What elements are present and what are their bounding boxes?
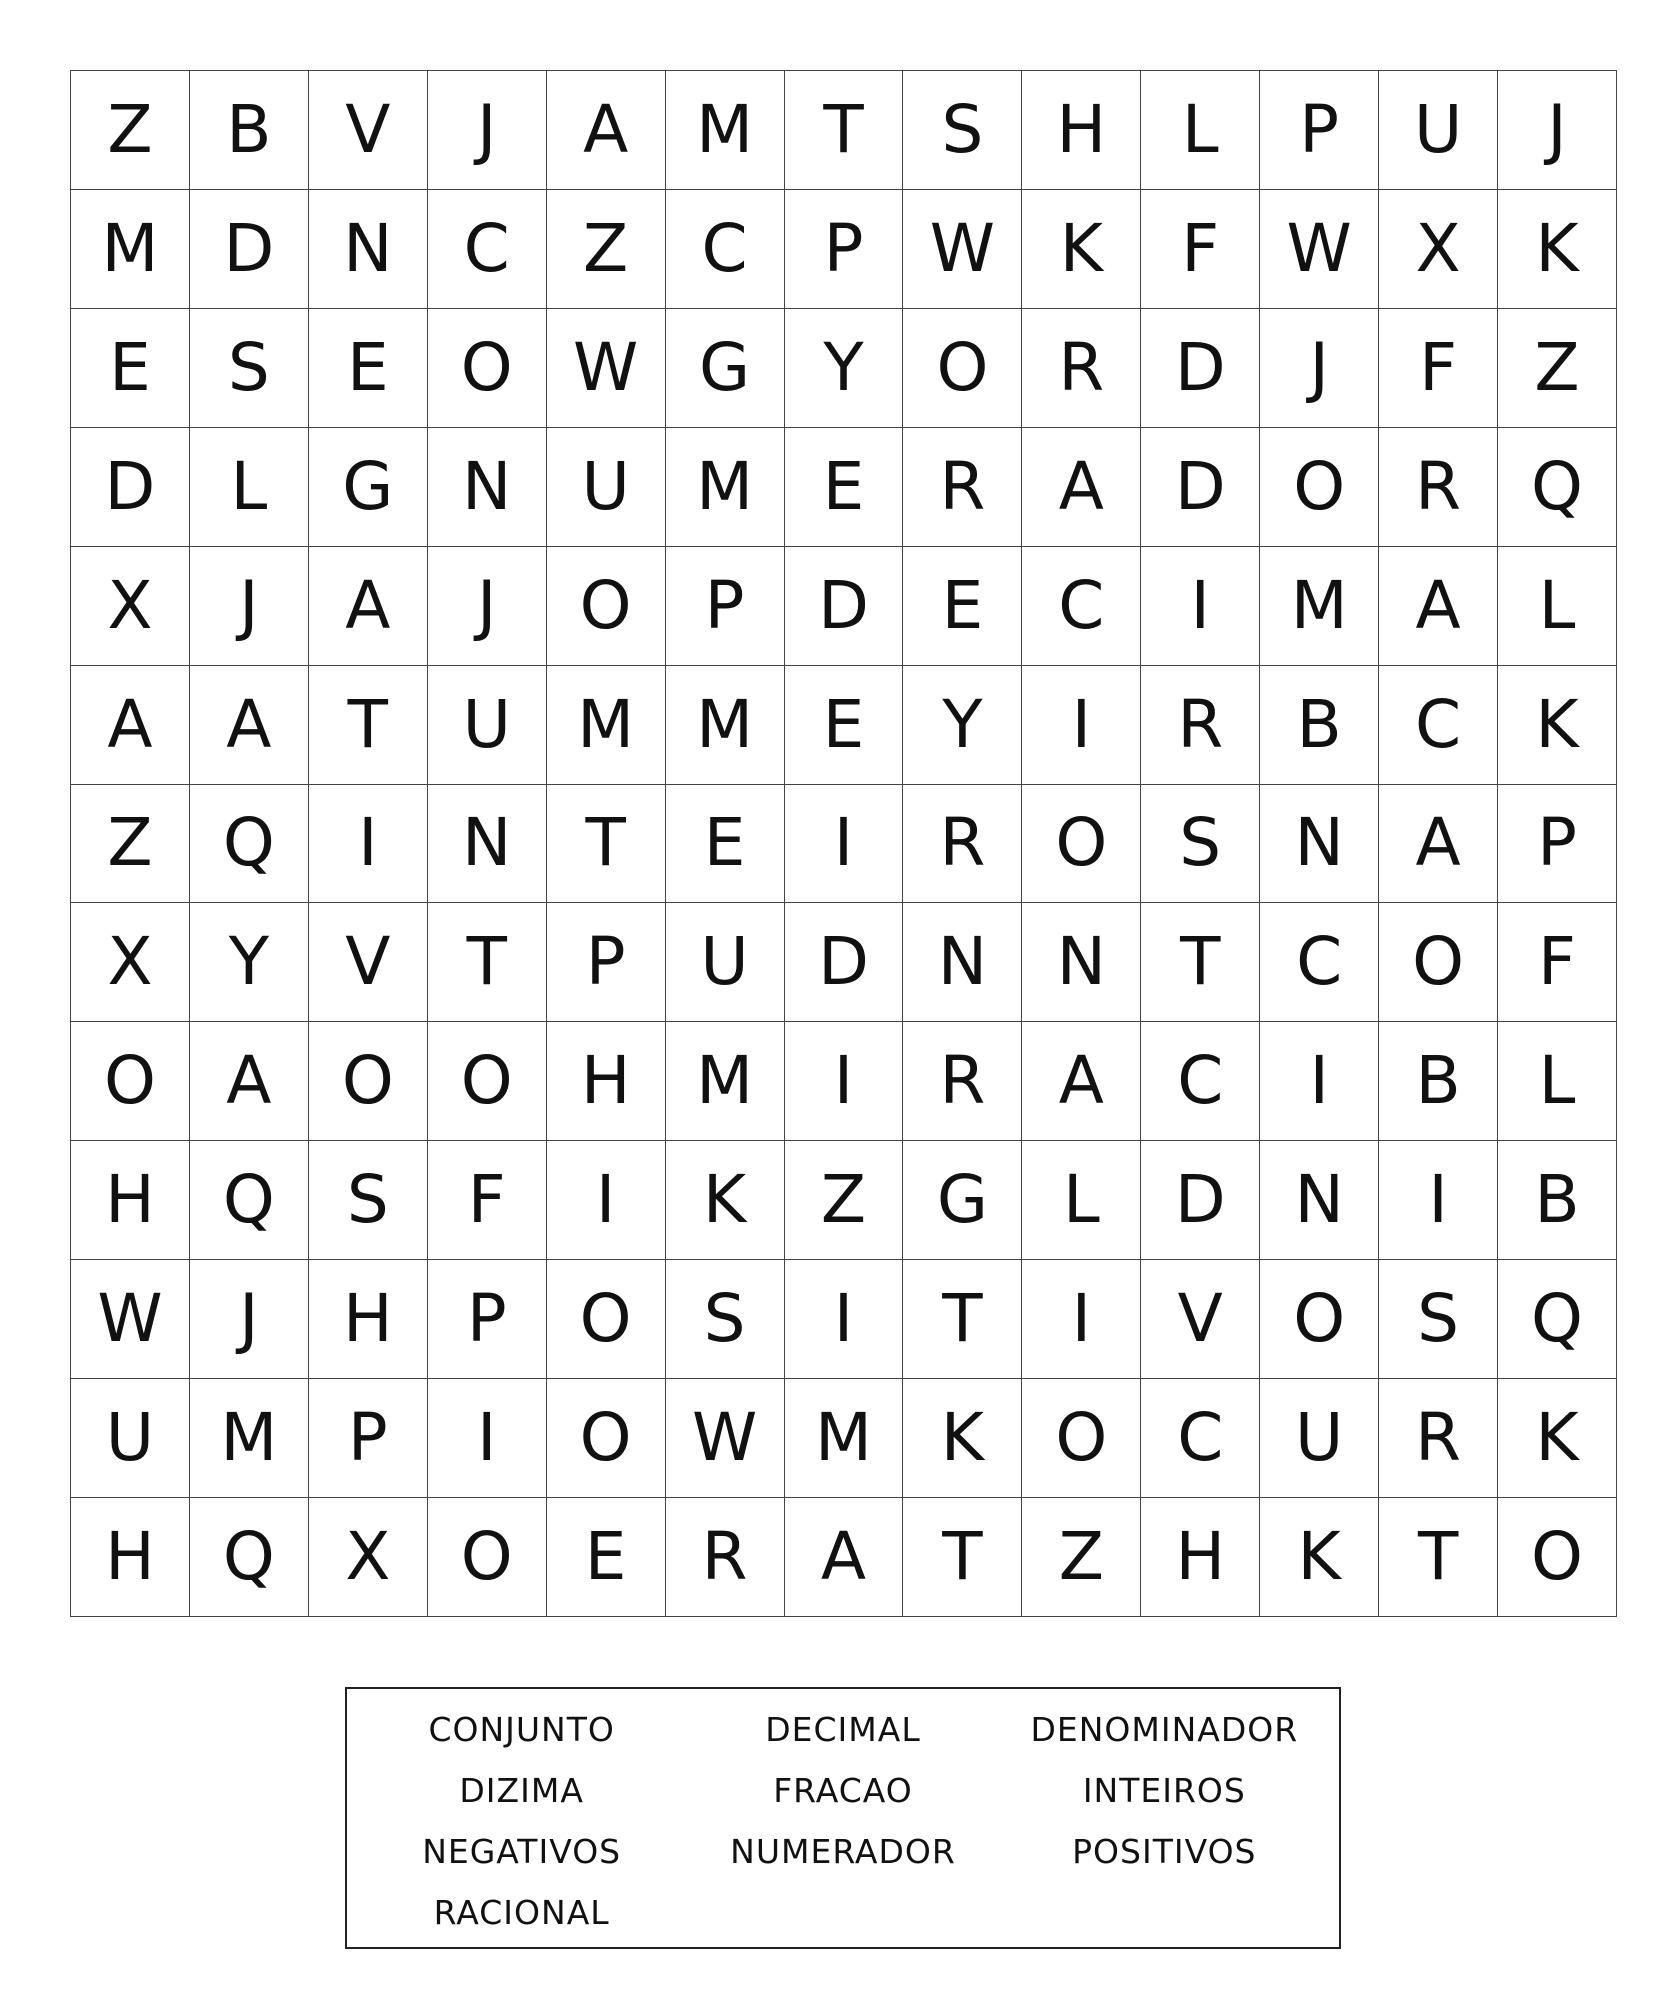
grid-cell[interactable]: R (1022, 309, 1141, 428)
grid-cell[interactable]: D (190, 190, 309, 309)
grid-cell[interactable]: I (1141, 547, 1260, 666)
grid-cell[interactable]: I (785, 785, 904, 904)
grid-cell[interactable]: C (1260, 903, 1379, 1022)
grid-cell[interactable]: P (1498, 785, 1617, 904)
grid-cell[interactable]: N (309, 190, 428, 309)
grid-cell[interactable]: R (1379, 1379, 1498, 1498)
grid-cell[interactable]: P (666, 547, 785, 666)
grid-cell[interactable]: F (1498, 903, 1617, 1022)
grid-cell[interactable]: R (1141, 666, 1260, 785)
grid-cell[interactable]: P (785, 190, 904, 309)
grid-cell[interactable]: N (1260, 1141, 1379, 1260)
grid-cell[interactable]: V (309, 903, 428, 1022)
grid-cell[interactable]: M (71, 190, 190, 309)
grid-cell[interactable]: O (1022, 785, 1141, 904)
grid-cell[interactable]: O (1379, 903, 1498, 1022)
grid-cell[interactable]: Z (1022, 1498, 1141, 1617)
grid-cell[interactable]: J (190, 1260, 309, 1379)
grid-cell[interactable]: I (1379, 1141, 1498, 1260)
grid-cell[interactable]: O (428, 309, 547, 428)
grid-cell[interactable]: Z (71, 785, 190, 904)
grid-cell[interactable]: A (1022, 1022, 1141, 1141)
grid-cell[interactable]: O (1260, 1260, 1379, 1379)
grid-cell[interactable]: K (666, 1141, 785, 1260)
grid-cell[interactable]: O (428, 1498, 547, 1617)
grid-cell[interactable]: J (428, 71, 547, 190)
grid-cell[interactable]: D (785, 547, 904, 666)
grid-cell[interactable]: T (547, 785, 666, 904)
grid-cell[interactable]: M (666, 1022, 785, 1141)
grid-cell[interactable]: W (1260, 190, 1379, 309)
word-list-item: DIZIMA (459, 1771, 584, 1810)
grid-cell[interactable]: A (1379, 785, 1498, 904)
grid-cell[interactable]: A (1022, 428, 1141, 547)
grid-cell[interactable]: W (666, 1379, 785, 1498)
grid-cell[interactable]: K (903, 1379, 1022, 1498)
grid-cell[interactable]: U (428, 666, 547, 785)
grid-cell[interactable]: I (428, 1379, 547, 1498)
grid-cell[interactable]: Z (785, 1141, 904, 1260)
grid-cell[interactable]: V (1141, 1260, 1260, 1379)
grid-cell[interactable]: V (309, 71, 428, 190)
word-list-item: DENOMINADOR (1030, 1710, 1299, 1749)
grid-cell[interactable]: Q (190, 785, 309, 904)
word-list-item: RACIONAL (433, 1893, 610, 1932)
grid-cell[interactable]: U (71, 1379, 190, 1498)
grid-cell[interactable]: R (903, 785, 1022, 904)
grid-cell[interactable]: C (1141, 1022, 1260, 1141)
grid-cell[interactable]: U (1260, 1379, 1379, 1498)
grid-cell[interactable]: J (1498, 71, 1617, 190)
grid-cell[interactable]: H (547, 1022, 666, 1141)
grid-cell[interactable]: L (1141, 71, 1260, 190)
grid-cell[interactable]: T (903, 1498, 1022, 1617)
grid-cell[interactable]: X (309, 1498, 428, 1617)
grid-cell[interactable]: R (666, 1498, 785, 1617)
grid-cell[interactable]: H (1141, 1498, 1260, 1617)
grid-cell[interactable]: Y (190, 903, 309, 1022)
grid-cell[interactable]: B (190, 71, 309, 190)
grid-cell[interactable]: Q (190, 1498, 309, 1617)
grid-cell[interactable]: A (785, 1498, 904, 1617)
grid-cell[interactable]: J (1260, 309, 1379, 428)
grid-cell[interactable]: T (428, 903, 547, 1022)
grid-cell[interactable]: C (1379, 666, 1498, 785)
grid-cell[interactable]: D (1141, 1141, 1260, 1260)
grid-cell[interactable]: O (1022, 1379, 1141, 1498)
grid-cell[interactable]: F (1379, 309, 1498, 428)
grid-cell[interactable]: Z (1498, 309, 1617, 428)
word-list-item: FRACAO (773, 1771, 913, 1810)
grid-cell[interactable]: R (1379, 428, 1498, 547)
grid-cell[interactable]: S (903, 71, 1022, 190)
grid-cell[interactable]: C (666, 190, 785, 309)
grid-cell[interactable]: M (666, 428, 785, 547)
grid-cell[interactable]: M (190, 1379, 309, 1498)
grid-cell[interactable]: E (666, 785, 785, 904)
grid-cell[interactable]: E (71, 309, 190, 428)
grid-cell[interactable]: N (428, 428, 547, 547)
grid-cell[interactable]: K (1498, 190, 1617, 309)
grid-cell[interactable]: C (428, 190, 547, 309)
grid-cell[interactable]: X (71, 547, 190, 666)
grid-cell[interactable]: H (71, 1141, 190, 1260)
word-list-item: NEGATIVOS (422, 1832, 622, 1871)
grid-cell[interactable]: D (71, 428, 190, 547)
grid-cell[interactable]: R (903, 428, 1022, 547)
grid-cell[interactable]: L (1498, 1022, 1617, 1141)
grid-cell[interactable]: T (309, 666, 428, 785)
grid-cell[interactable]: S (309, 1141, 428, 1260)
grid-cell[interactable]: L (1498, 547, 1617, 666)
grid-cell[interactable]: B (1260, 666, 1379, 785)
grid-cell[interactable]: P (428, 1260, 547, 1379)
grid-cell[interactable]: H (1022, 71, 1141, 190)
grid-cell[interactable]: O (309, 1022, 428, 1141)
grid-cell[interactable]: T (903, 1260, 1022, 1379)
grid-cell[interactable]: Q (1498, 428, 1617, 547)
grid-cell[interactable]: R (903, 1022, 1022, 1141)
grid-cell[interactable]: D (1141, 428, 1260, 547)
grid-cell[interactable]: C (1022, 547, 1141, 666)
grid-cell[interactable]: O (1498, 1498, 1617, 1617)
grid-cell[interactable]: A (71, 666, 190, 785)
grid-cell[interactable]: S (1379, 1260, 1498, 1379)
grid-cell[interactable]: A (190, 666, 309, 785)
grid-cell[interactable]: M (785, 1379, 904, 1498)
grid-cell[interactable]: E (547, 1498, 666, 1617)
grid-cell[interactable]: N (1022, 903, 1141, 1022)
grid-cell[interactable]: S (666, 1260, 785, 1379)
grid-cell[interactable]: S (1141, 785, 1260, 904)
grid-cell[interactable]: T (1141, 903, 1260, 1022)
grid-cell[interactable]: O (547, 547, 666, 666)
grid-cell[interactable]: K (1260, 1498, 1379, 1617)
grid-cell[interactable]: Q (1498, 1260, 1617, 1379)
grid-cell[interactable]: M (666, 666, 785, 785)
grid-cell[interactable]: X (71, 903, 190, 1022)
grid-cell[interactable]: Q (190, 1141, 309, 1260)
grid-cell[interactable]: O (903, 309, 1022, 428)
grid-cell[interactable]: L (1022, 1141, 1141, 1260)
grid-cell[interactable]: I (785, 1022, 904, 1141)
grid-cell[interactable]: O (71, 1022, 190, 1141)
grid-cell[interactable]: C (1141, 1379, 1260, 1498)
grid-cell[interactable]: W (71, 1260, 190, 1379)
grid-cell[interactable]: H (71, 1498, 190, 1617)
grid-cell[interactable]: E (903, 547, 1022, 666)
grid-cell[interactable]: Z (71, 71, 190, 190)
grid-cell[interactable]: D (1141, 309, 1260, 428)
grid-cell[interactable]: U (547, 428, 666, 547)
grid-cell[interactable]: D (785, 903, 904, 1022)
grid-cell[interactable]: O (547, 1260, 666, 1379)
letter-grid (70, 70, 1617, 1617)
grid-cell[interactable]: X (1379, 190, 1498, 309)
grid-cell[interactable]: M (666, 71, 785, 190)
grid-cell[interactable]: I (1022, 666, 1141, 785)
grid-cell[interactable]: J (428, 547, 547, 666)
grid-cell[interactable]: M (547, 666, 666, 785)
grid-cell[interactable]: O (428, 1022, 547, 1141)
word-list-item: CONJUNTO (428, 1710, 615, 1749)
grid-cell[interactable]: O (1260, 428, 1379, 547)
grid-cell[interactable]: A (190, 1022, 309, 1141)
grid-cell[interactable]: F (428, 1141, 547, 1260)
grid-cell[interactable]: T (785, 71, 904, 190)
grid-cell[interactable]: E (309, 309, 428, 428)
grid-cell[interactable]: S (190, 309, 309, 428)
grid-cell[interactable]: N (1260, 785, 1379, 904)
grid-cell[interactable]: K (1022, 190, 1141, 309)
grid-cell[interactable]: I (547, 1141, 666, 1260)
grid-cell[interactable]: P (547, 903, 666, 1022)
grid-cell[interactable]: E (785, 666, 904, 785)
grid-cell[interactable]: W (903, 190, 1022, 309)
grid-cell[interactable]: W (547, 309, 666, 428)
grid-cell[interactable]: A (1379, 547, 1498, 666)
grid-cell[interactable]: Y (785, 309, 904, 428)
word-list-item: DECIMAL (765, 1710, 921, 1749)
grid-cell[interactable]: E (785, 428, 904, 547)
grid-cell[interactable]: U (666, 903, 785, 1022)
grid-cell[interactable]: F (1141, 190, 1260, 309)
grid-cell[interactable]: N (903, 903, 1022, 1022)
grid-cell[interactable]: G (666, 309, 785, 428)
grid-cell[interactable]: B (1498, 1141, 1617, 1260)
grid-cell[interactable]: G (903, 1141, 1022, 1260)
grid-cell[interactable]: K (1498, 666, 1617, 785)
grid-cell[interactable]: P (309, 1379, 428, 1498)
word-list-item: NUMERADOR (730, 1832, 956, 1871)
grid-cell[interactable]: J (190, 547, 309, 666)
grid-cell[interactable]: B (1379, 1022, 1498, 1141)
grid-cell[interactable]: P (1260, 71, 1379, 190)
word-list-item: POSITIVOS (1072, 1832, 1257, 1871)
grid-cell[interactable]: M (1260, 547, 1379, 666)
grid-cell[interactable]: Y (903, 666, 1022, 785)
grid-cell[interactable]: U (1379, 71, 1498, 190)
grid-cell[interactable]: O (547, 1379, 666, 1498)
grid-cell[interactable]: A (547, 71, 666, 190)
word-list-item: INTEIROS (1082, 1771, 1246, 1810)
grid-cell[interactable]: A (309, 547, 428, 666)
grid-cell[interactable]: I (309, 785, 428, 904)
grid-cell[interactable]: H (309, 1260, 428, 1379)
grid-cell[interactable]: I (1022, 1260, 1141, 1379)
word-list (345, 1687, 1341, 1949)
grid-cell[interactable]: K (1498, 1379, 1617, 1498)
grid-cell[interactable]: L (190, 428, 309, 547)
grid-cell[interactable]: Z (547, 190, 666, 309)
grid-cell[interactable]: T (1379, 1498, 1498, 1617)
grid-cell[interactable]: I (1260, 1022, 1379, 1141)
grid-cell[interactable]: I (785, 1260, 904, 1379)
grid-cell[interactable]: G (309, 428, 428, 547)
grid-cell[interactable]: N (428, 785, 547, 904)
